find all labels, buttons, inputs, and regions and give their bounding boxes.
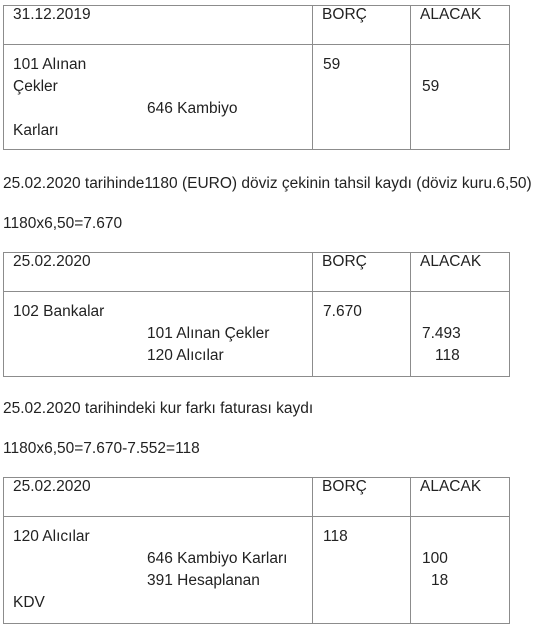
paragraph-exchange-invoice: 25.02.2020 tarihindeki kur farkı faturası kaydı bbox=[3, 400, 314, 417]
entry-3-debit-header: BORÇ bbox=[322, 478, 367, 495]
entry-1-credit-header: ALACAK bbox=[420, 6, 482, 23]
paragraph-collection: 25.02.2020 tarihinde1180 (EURO) döviz çekinin tahsil kaydı (döviz kuru.6,50) bbox=[3, 175, 532, 192]
entry-2-debit-header: BORÇ bbox=[322, 253, 367, 270]
entry-2-credit-account-1: 101 Alınan Çekler bbox=[147, 325, 270, 342]
calculation-2: 1180x6,50=7.670-7.552=118 bbox=[3, 440, 200, 457]
entry-1-credit-account-line2: Karları bbox=[13, 122, 59, 139]
journal-entry-1 bbox=[3, 5, 510, 150]
journal-entry-2 bbox=[3, 252, 510, 377]
entry-1-body-row bbox=[4, 45, 510, 150]
entry-2-date: 25.02.2020 bbox=[13, 253, 91, 270]
entry-3-date: 25.02.2020 bbox=[13, 478, 91, 495]
entry-3-body-row bbox=[4, 517, 510, 624]
entry-3-header-row bbox=[4, 478, 510, 517]
entry-2-credit-account-2: 120 Alıcılar bbox=[147, 347, 224, 364]
entry-3-credit-account-2-line2: KDV bbox=[13, 594, 45, 611]
entry-1-header-row bbox=[4, 6, 510, 45]
calculation-1: 1180x6,50=7.670 bbox=[3, 215, 123, 232]
entry-2-header-row bbox=[4, 253, 510, 292]
entry-2-credit-header: ALACAK bbox=[420, 253, 482, 270]
entry-2-body-row bbox=[4, 292, 510, 377]
entry-2-credit-amount-1: 7.493 bbox=[422, 325, 461, 342]
entry-1-debit-account-line2: Çekler bbox=[13, 78, 58, 95]
entry-1-credit-account-line1: 646 Kambiyo bbox=[147, 100, 238, 117]
entry-3-credit-account-2-line1: 391 Hesaplanan bbox=[147, 572, 260, 589]
entry-3-credit-account-1: 646 Kambiyo Karları bbox=[147, 550, 288, 567]
entry-3-debit-account: 120 Alıcılar bbox=[13, 528, 90, 545]
entry-1-debit-amount: 59 bbox=[323, 56, 341, 73]
entry-2-debit-account: 102 Bankalar bbox=[13, 303, 105, 320]
entry-1-debit-header: BORÇ bbox=[322, 6, 367, 23]
entry-2-debit-amount: 7.670 bbox=[323, 303, 362, 320]
entry-1-credit-amount: 59 bbox=[422, 78, 440, 95]
entry-3-debit-amount: 118 bbox=[323, 528, 348, 545]
entry-1-date: 31.12.2019 bbox=[13, 6, 91, 23]
entry-3-credit-amount-2: 18 bbox=[431, 572, 449, 589]
entry-1-debit-account-line1: 101 Alınan bbox=[13, 56, 87, 73]
entry-3-credit-amount-1: 100 bbox=[422, 550, 448, 567]
entry-3-credit-header: ALACAK bbox=[420, 478, 482, 495]
entry-2-credit-amount-2: 118 bbox=[435, 347, 460, 364]
journal-entry-3 bbox=[3, 477, 510, 624]
